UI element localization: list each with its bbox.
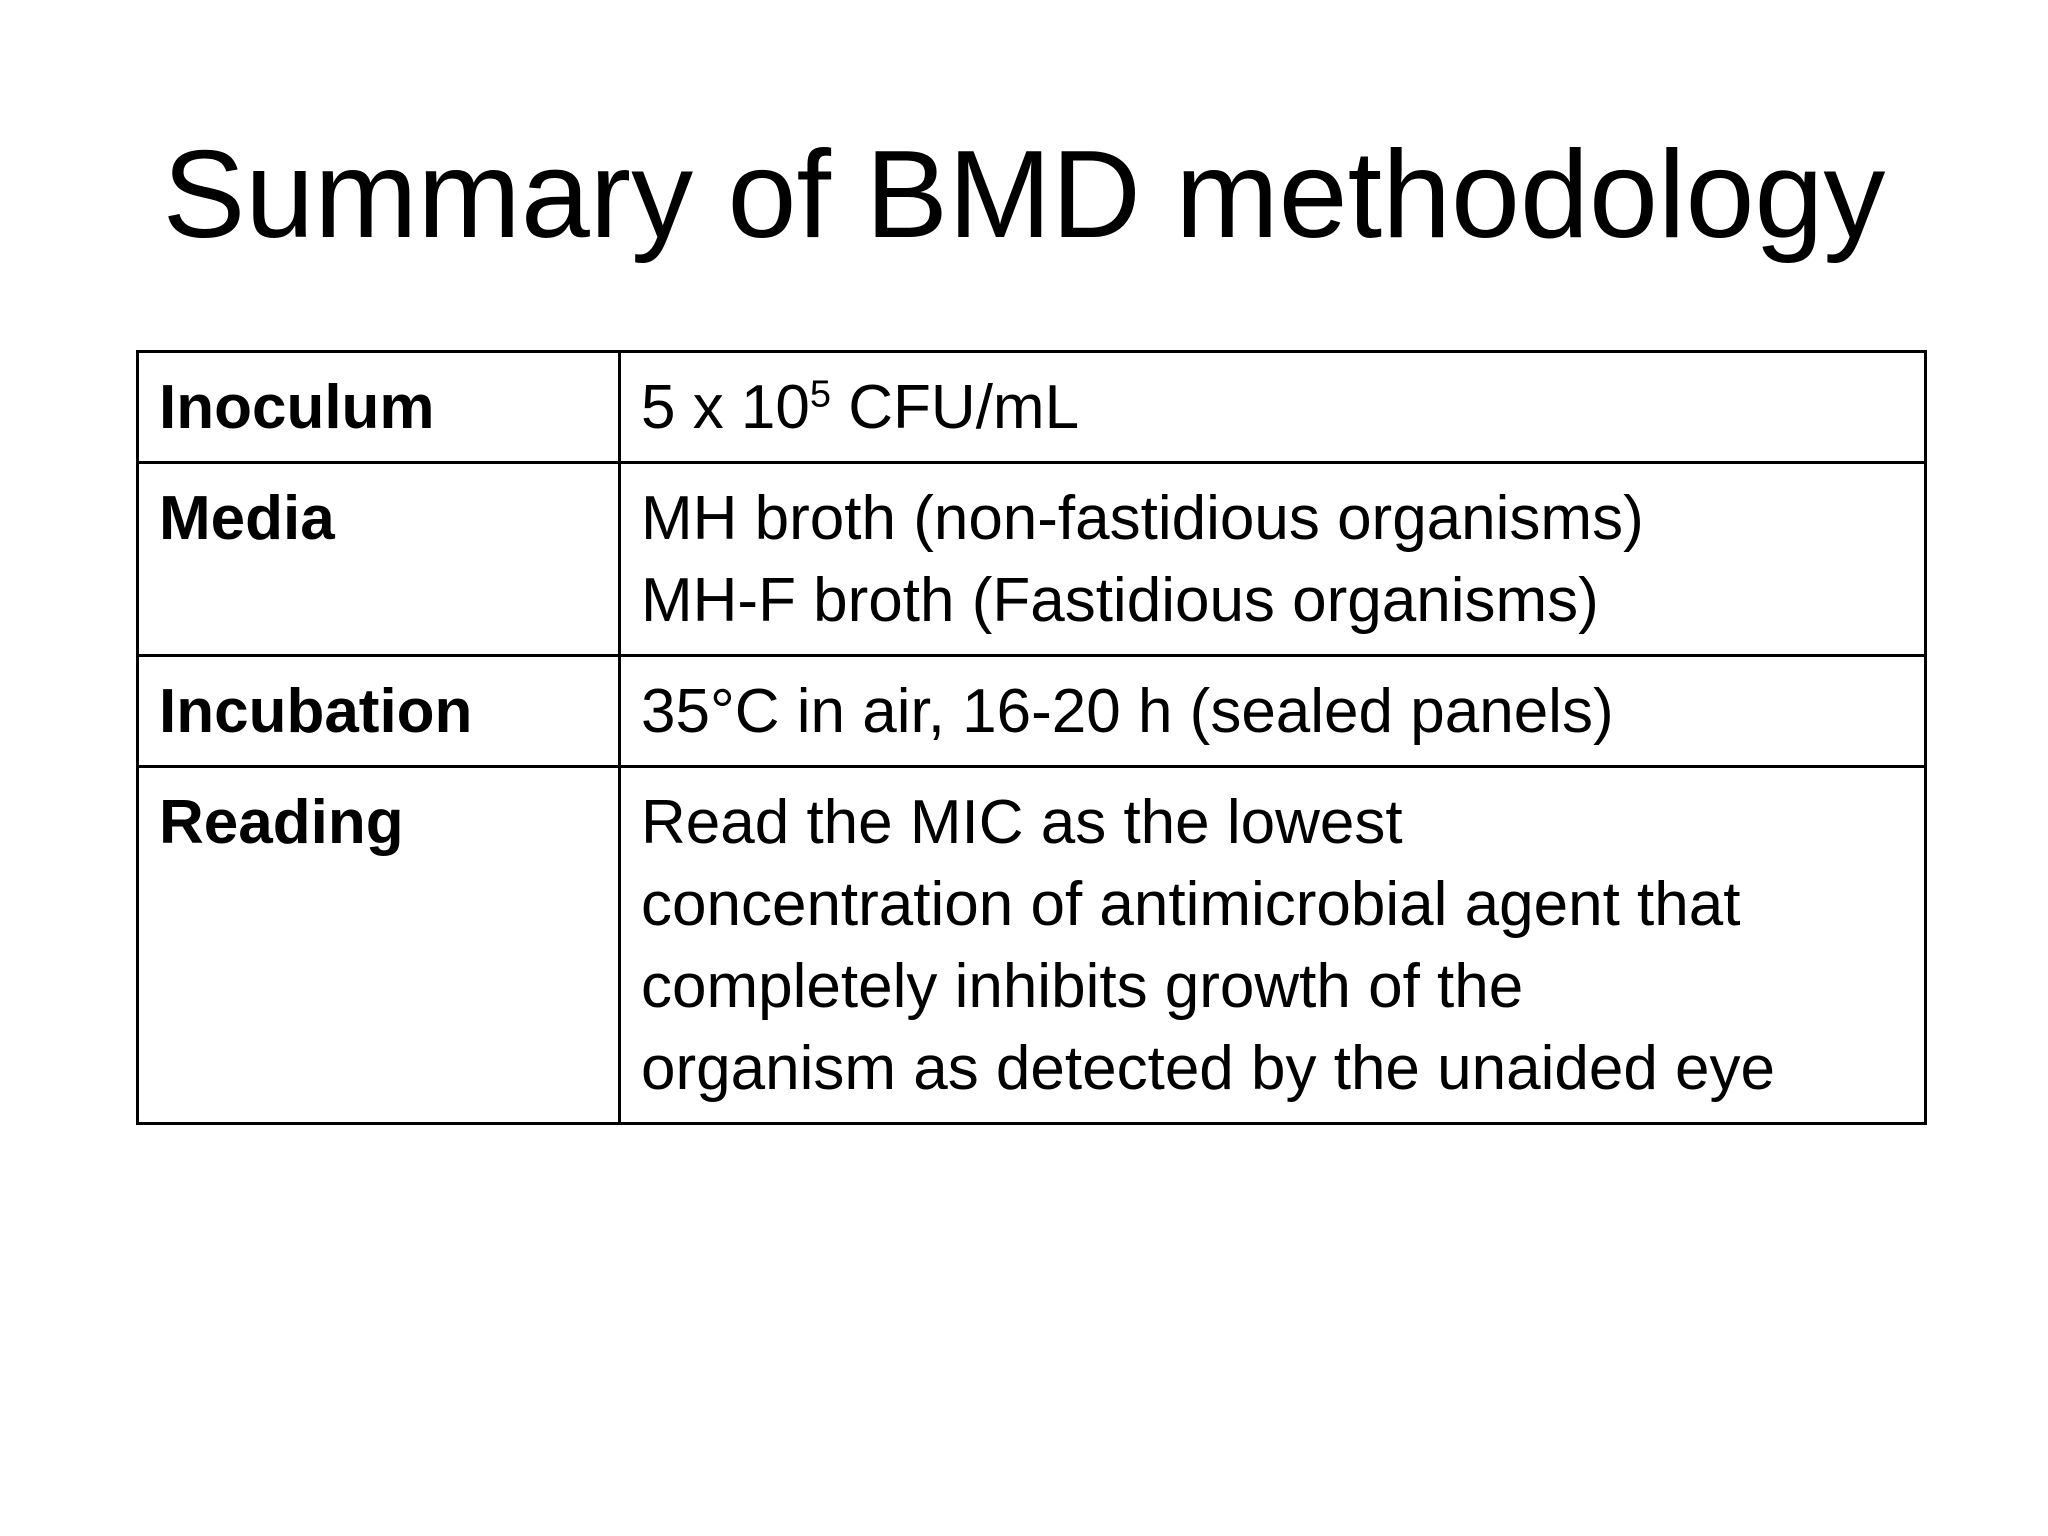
row-label-media: Media <box>138 463 620 656</box>
row-label-reading: Reading <box>138 767 620 1124</box>
reading-line-2: concentration of antimicrobial agent that <box>641 870 1741 939</box>
methodology-table <box>136 350 1927 1125</box>
table-row-reading <box>138 767 1926 1124</box>
methodology-table-container <box>136 350 1924 1125</box>
table-row-incubation <box>138 656 1926 767</box>
inoculum-value-base: 5 x 10 <box>641 373 810 442</box>
media-line-1: MH broth (non-fastidious organisms) <box>641 484 1644 553</box>
slide-title: Summary of BMD methodology <box>162 126 1886 264</box>
reading-line-3: completely inhibits growth of the <box>641 952 1524 1021</box>
row-value-media <box>620 463 1926 656</box>
row-value-inoculum <box>620 352 1926 463</box>
inoculum-value-unit: CFU/mL <box>831 373 1080 442</box>
row-value-reading <box>620 767 1926 1124</box>
reading-line-4: organism as detected by the unaided eye <box>641 1034 1775 1103</box>
row-label-incubation: Incubation <box>138 656 620 767</box>
row-label-inoculum: Inoculum <box>138 352 620 463</box>
media-line-2: MH-F broth (Fastidious organisms) <box>641 566 1599 635</box>
table-row-inoculum <box>138 352 1926 463</box>
incubation-line-1: 35°C in air, 16-20 h (sealed panels) <box>641 677 1614 746</box>
row-value-incubation <box>620 656 1926 767</box>
reading-line-1: Read the MIC as the lowest <box>641 788 1403 857</box>
table-row-media <box>138 463 1926 656</box>
inoculum-value-exponent: 5 <box>809 373 832 416</box>
